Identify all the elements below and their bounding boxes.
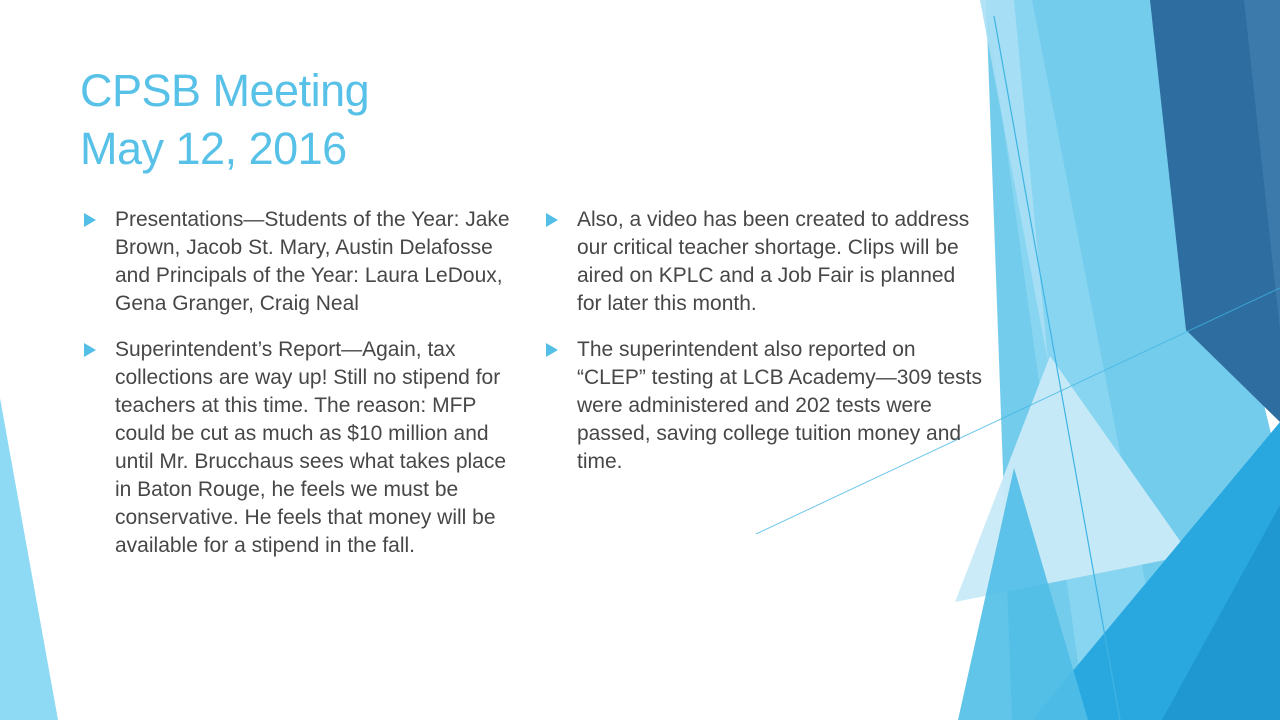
- bullet-text: Superintendent’s Report—Again, tax collections are way up! Still no stipend for teachers at this time. The reason: MFP could be cut as much as $10 million and until Mr. Brucchaus sees what takes place in Baton Rouge, he feels we must be conservative. He feels that money will be available for a stipend in the fall.: [115, 338, 507, 557]
- bullet-text: Also, a video has been created to address our critical teacher shortage. Clips will be aired on KPLC and a Job Fair is planned for later this month.: [577, 208, 970, 315]
- slide-title-line1: CPSB Meeting: [80, 65, 370, 116]
- bullet-text: The superintendent also reported on “CLEP” testing at LCB Academy—309 tests were administered and 202 tests were passed, saving college tuition money and time.: [577, 338, 983, 473]
- bullet-arrow-icon: [84, 343, 96, 357]
- bullet-arrow-icon: [546, 213, 558, 227]
- body-column-left: [84, 206, 522, 578]
- bullet-item-presentations: [84, 206, 522, 318]
- bullet-item-teacher-shortage-video: [546, 206, 984, 318]
- bullet-text: Presentations—Students of the Year: Jake Brown, Jacob St. Mary, Austin Delafosse and Principals of the Year: Laura LeDoux, Gena Granger, Craig Neal: [115, 208, 510, 315]
- bullet-arrow-icon: [546, 343, 558, 357]
- bullet-arrow-icon: [84, 213, 96, 227]
- decor-left-triangle-shape: [0, 398, 58, 720]
- bullet-item-clep-testing: [546, 336, 984, 476]
- body-column-right: [546, 206, 984, 494]
- slide-title: [80, 62, 369, 178]
- slide-title-line2: May 12, 2016: [80, 123, 347, 174]
- bullet-item-superintendent-report: [84, 336, 522, 560]
